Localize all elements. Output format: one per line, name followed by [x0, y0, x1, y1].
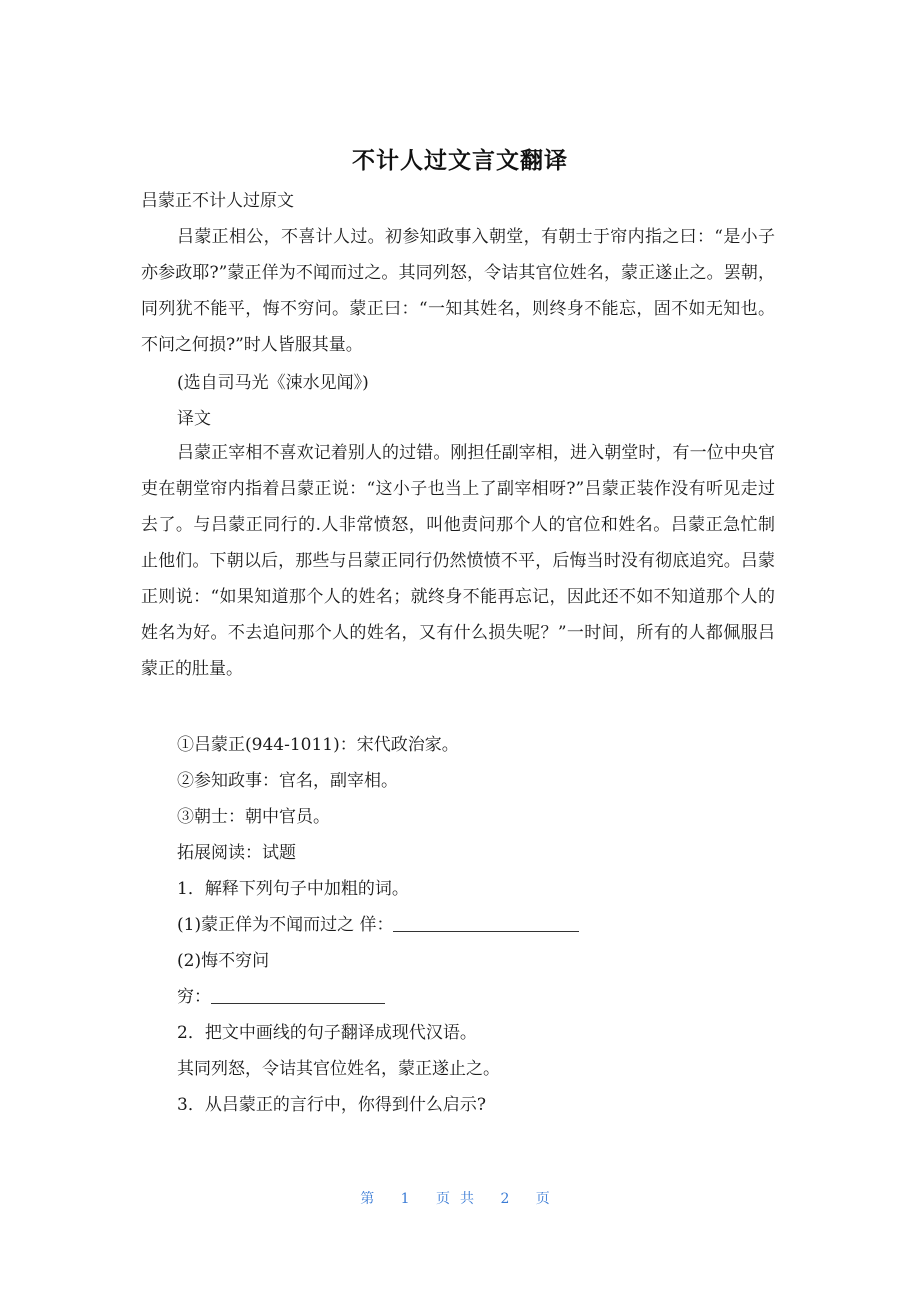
note-1: ①吕蒙正(944-1011)：宋代政治家。 [177, 735, 459, 755]
note-3: ③朝士：朝中官员。 [177, 807, 330, 827]
original-text-paragraph: 吕蒙正相公，不喜计人过。初参知政事入朝堂，有朝士于帘内指之曰：“是小子亦参政耶?”蒙正佯为不闻而过之。其同列怒，令诘其官位姓名，蒙正遂止之。罢朝，同列犹不能平，悔不穷问。蒙正曰：“一知其姓名，则终身不能忘，固不如无知也。不问之何损?”时人皆服其量。 [141, 227, 775, 355]
question-1-2-answer [177, 986, 385, 1008]
translation-label: 译文 [177, 409, 211, 429]
question-3: 3．从吕蒙正的言行中，你得到什么启示? [177, 1095, 486, 1115]
exercise-label: 拓展阅读：试题 [177, 843, 296, 863]
answer-blank-2[interactable] [211, 987, 385, 1004]
note-2: ②参知政事：官名，副宰相。 [177, 771, 398, 791]
question-1-2-answer-label: 穷： [177, 987, 211, 1007]
question-1-2: (2)悔不穷问 [177, 951, 270, 971]
question-1: 1．解释下列句子中加粗的词。 [177, 879, 409, 899]
answer-blank-1[interactable] [393, 915, 579, 932]
question-1-1-text: (1)蒙正佯为不闻而过之 佯： [177, 915, 394, 935]
translation-paragraph: 吕蒙正宰相不喜欢记着别人的过错。刚担任副宰相，进入朝堂时，有一位中央官吏在朝堂帘内指着吕蒙正说：“这小子也当上了副宰相呀?”吕蒙正装作没有听见走过去了。与吕蒙正同行的.人非常愤怒，叫他责问那个人的官位和姓名。吕蒙正急忙制止他们。下朝以后，那些与吕蒙正同行仍然愤愤不平，后悔当时没有彻底追究。吕蒙正则说：“如果知道那个人的姓名；就终身不能再忘记，因此还不如不知道那个人的姓名为好。不去追问那个人的姓名，又有什么损失呢？”一时间，所有的人都佩服吕蒙正的肚量。 [141, 443, 775, 679]
question-2-sentence: 其同列怒，令诘其官位姓名，蒙正遂止之。 [177, 1059, 500, 1079]
source-note: (选自司马光《涑水见闻》) [177, 373, 369, 393]
document-title: 不计人过文言文翻译 [352, 148, 568, 174]
question-1-1 [177, 914, 579, 936]
question-2: 2．把文中画线的句子翻译成现代汉语。 [177, 1023, 477, 1043]
section-label: 吕蒙正不计人过原文 [141, 191, 294, 211]
page-footer: 第 1 页共 2 页 [360, 1191, 560, 1207]
